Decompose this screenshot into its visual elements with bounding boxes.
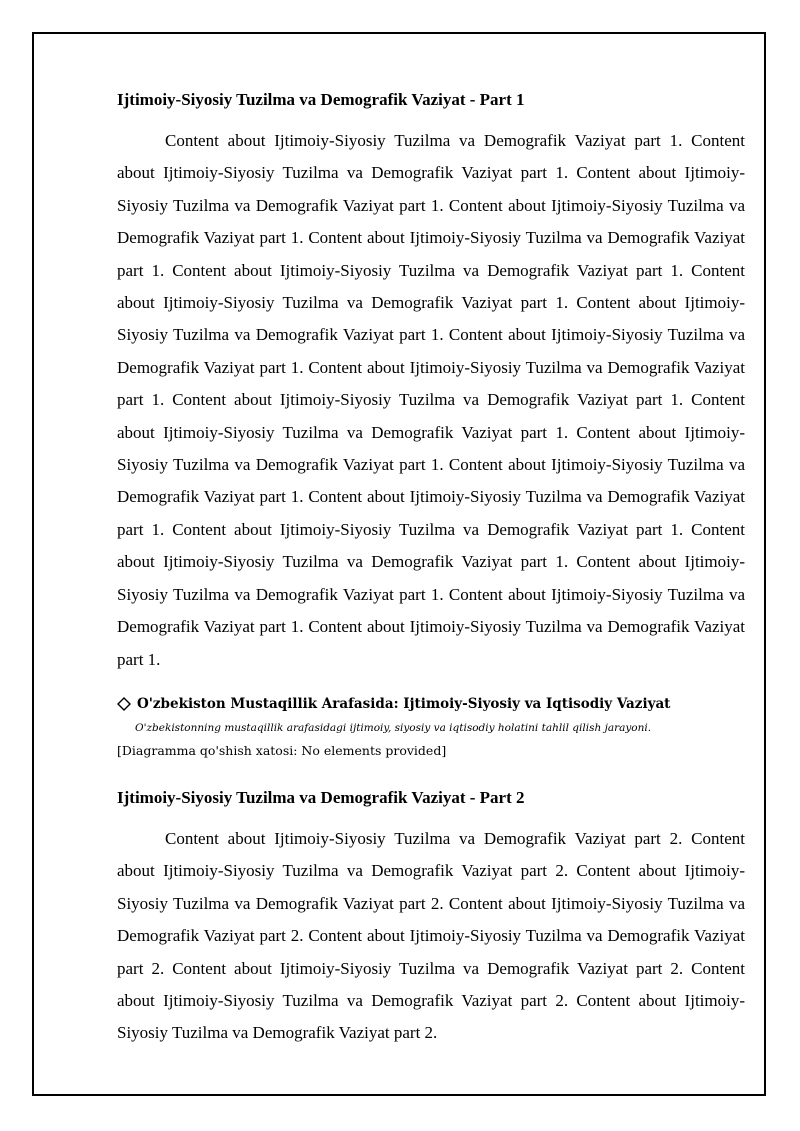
page-frame bbox=[32, 32, 766, 1096]
document-body bbox=[117, 88, 745, 1050]
diamond-outline-icon bbox=[117, 697, 131, 711]
section-paragraph-part-2: Content about Ijtimoiy-Siyosiy Tuzilma va Demografik Vaziyat part 2. Content about Ijtimoiy-Siyosiy Tuzilma va Demografik Vaziyat part 2. Content about Ijtimoiy-Siyosiy Tuzilma va Demografik Vaziyat part 2. Content about Ijtimoiy-Siyosiy Tuzilma va Demografik Vaziyat part 2. Content about Ijtimoiy-Siyosiy Tuzilma va Demografik Vaziyat part 2. Content about Ijtimoiy-Siyosiy Tuzilma va Demografik Vaziyat part 2. Content about Ijtimoiy-Siyosiy Tuzilma va Demografik Vaziyat part 2. Content about Ijtimoiy-Siyosiy Tuzilma va Demografik Vaziyat part 2. bbox=[117, 828, 745, 1043]
diagram-error-message: [Diagramma qo'shish xatosi: No elements provided] bbox=[117, 742, 447, 758]
diagram-caption bbox=[117, 694, 745, 714]
diagram-title: O'zbekiston Mustaqillik Arafasida: Ijtimoiy-Siyosiy va Iqtisodiy Vaziyat bbox=[137, 695, 671, 712]
section-heading-part-2: Ijtimoiy-Siyosiy Tuzilma va Demografik Vaziyat - Part 2 bbox=[117, 787, 525, 807]
section-paragraph-part-1: Content about Ijtimoiy-Siyosiy Tuzilma va Demografik Vaziyat part 1. Content about Ijtimoiy-Siyosiy Tuzilma va Demografik Vaziyat part 1. Content about Ijtimoiy-Siyosiy Tuzilma va Demografik Vaziyat part 1. Content about Ijtimoiy-Siyosiy Tuzilma va Demografik Vaziyat part 1. Content about Ijtimoiy-Siyosiy Tuzilma va Demografik Vaziyat part 1. Content about Ijtimoiy-Siyosiy Tuzilma va Demografik Vaziyat part 1. Content about Ijtimoiy-Siyosiy Tuzilma va Demografik Vaziyat part 1. Content about Ijtimoiy-Siyosiy Tuzilma va Demografik Vaziyat part 1. Content about Ijtimoiy-Siyosiy Tuzilma va Demografik Vaziyat part 1. Content about Ijtimoiy-Siyosiy Tuzilma va Demografik Vaziyat part 1. Content about Ijtimoiy-Siyosiy Tuzilma va Demografik Vaziyat part 1. Content about Ijtimoiy-Siyosiy Tuzilma va Demografik Vaziyat part 1. Content about Ijtimoiy-Siyosiy Tuzilma va Demografik Vaziyat part 1. Content about Ijtimoiy-Siyosiy Tuzilma va Demografik Vaziyat part 1. Content about Ijtimoiy-Siyosiy Tuzilma va Demografik Vaziyat part 1. Content about Ijtimoiy-Siyosiy Tuzilma va Demografik Vaziyat part 1. Content about Ijtimoiy-Siyosiy Tuzilma va Demografik Vaziyat part 1. Content about Ijtimoiy-Siyosiy Tuzilma va Demografik Vaziyat part 1. Content about Ijtimoiy-Siyosiy Tuzilma va Demografik Vaziyat part 1. Content about Ijtimoiy-Siyosiy Tuzilma va Demografik Vaziyat part 1. bbox=[117, 131, 745, 669]
section-heading-part-1: Ijtimoiy-Siyosiy Tuzilma va Demografik Vaziyat - Part 1 bbox=[117, 90, 525, 109]
diagram-subtitle: O'zbekistonning mustaqillik arafasidagi ijtimoiy, siyosiy va iqtisodiy holatini tahlil qilish jarayoni. bbox=[135, 721, 652, 734]
